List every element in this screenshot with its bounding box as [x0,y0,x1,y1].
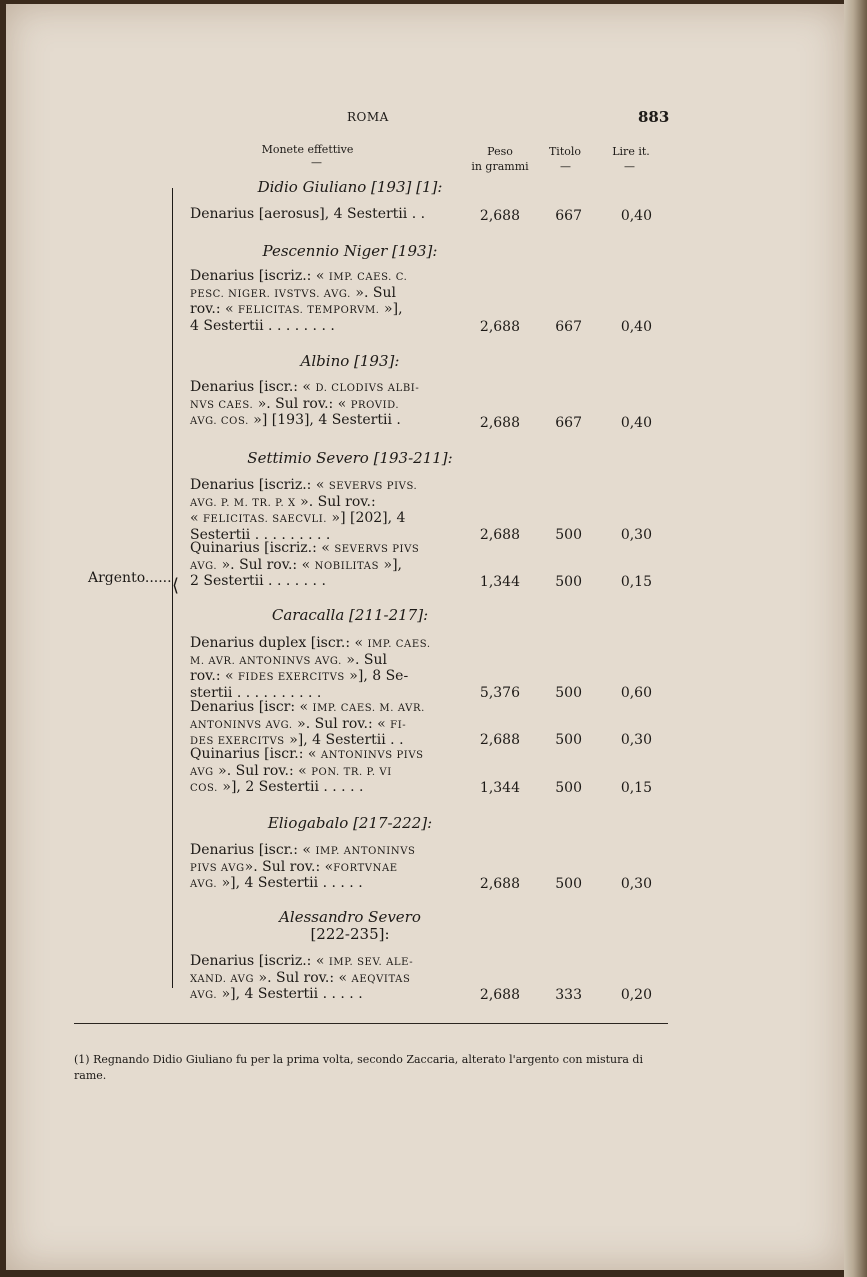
section-title: Eliogabalo [217-222]: [267,814,433,832]
col-peso-header: Peso [487,145,513,158]
lire-value: 0,30 [620,732,652,748]
titolo-value: 333 [555,987,582,1003]
coin-entry: Denarius [iscr.: « IMP. ANTONINVS PIVS AVG». Sul rov.: «FORTVNAE AVG. »], 4 Sestertii . . . . . [190,842,416,891]
titolo-value: 667 [555,208,582,224]
coin-entry: Denarius [iscriz.: « IMP. CAES. C. PESC. NIGER. IVSTVS. AVG. ». Sul rov.: « FELICITAS. TEMPORVM. »], 4 Sestertii . . . . . . . . [190,268,408,334]
page-edge [844,0,867,1277]
peso-value: 2,688 [479,876,520,892]
peso-value: 2,688 [479,987,520,1003]
section-title-years: [222-235]: [310,925,390,943]
lire-value: 0,15 [620,574,652,590]
lire-value: 0,20 [620,987,652,1003]
peso-value: 2,688 [479,415,520,431]
col-lire-dash: — [624,160,635,173]
peso-value: 1,344 [479,780,520,796]
peso-value: 2,688 [479,208,520,224]
col-monete-dash: — [311,156,322,169]
coin-entry: Denarius [iscriz.: « SEVERVS PIVS. AVG. P. M. TR. P. X ». Sul rov.: « FELICITAS. SAECVLI. »] [202], 4 Sestertii . . . . . . . . . [190,477,418,543]
lire-value: 0,30 [620,876,652,892]
running-head: ROMA [347,110,389,124]
lire-value: 0,40 [620,415,652,431]
coin-entry: Quinarius [iscriz.: « SEVERVS PIVS AVG. ». Sul rov.: « NOBILITAS »], 2 Sestertii . . . . . . . [190,540,420,589]
peso-value: 2,688 [479,527,520,543]
section-title: Pescennio Niger [193]: [262,242,438,260]
coin-entry: Denarius [iscr.: « D. CLODIVS ALBI- NVS CAES. ». Sul rov.: « PROVID. AVG. COS. »] [193], 4 Sestertii . [190,379,420,428]
col-titolo-header: Titolo [548,145,582,158]
lire-value: 0,15 [620,780,652,796]
metal-label: Argento...... [88,570,172,586]
lire-value: 0,40 [620,208,652,224]
section-title: Settimio Severo [193-211]: [247,449,453,467]
footnote: (1) Regnando Didio Giuliano fu per la prima volta, secondo Zaccaria, alterato l'argento con mistura di rame. [74,1053,643,1082]
section-title: Albino [193]: [300,352,400,370]
titolo-value: 667 [555,415,582,431]
col-peso-sub: in grammi [471,160,529,173]
coin-entry: Denarius [iscr: « IMP. CAES. M. AVR. ANTONINVS AVG. ». Sul rov.: « FI- DES EXERCITVS »], 4 Sestertii . . [190,699,425,748]
titolo-value: 500 [555,876,582,892]
col-titolo-dash: — [560,160,571,173]
page-number: 883 [638,108,670,126]
peso-value: 5,376 [479,685,520,701]
titolo-value: 500 [555,780,582,796]
coin-entry: Denarius duplex [iscr.: « IMP. CAES. M. AVR. ANTONINVS AVG. ». Sul rov.: « FIDES EXERCITVS »], 8 Se- stertii . . . . . . . . . . [190,635,431,701]
coin-entry: Denarius [aerosus], 4 Sestertii . . [190,206,426,222]
titolo-value: 667 [555,319,582,335]
titolo-value: 500 [555,732,582,748]
section-title: Didio Giuliano [193] [1]: [257,178,443,196]
col-monete-header: Monete effettive [261,143,354,156]
lire-value: 0,30 [620,527,652,543]
peso-value: 1,344 [479,574,520,590]
peso-value: 2,688 [479,732,520,748]
titolo-value: 500 [555,685,582,701]
coin-entry: Quinarius [iscr.: « ANTONINVS PIVS AVG ». Sul rov.: « PON. TR. P. VI COS. »], 2 Sestertii . . . . . [190,746,424,795]
brace-tip: ⟨ [172,575,180,596]
col-lire-header: Lire it. [612,145,650,158]
peso-value: 2,688 [479,319,520,335]
section-title: Alessandro Severo [279,908,421,926]
coin-entry: Denarius [iscriz.: « IMP. SEV. ALE- XAND. AVG ». Sul rov.: « AEQVITAS AVG. »], 4 Sestertii . . . . . [190,953,414,1002]
section-title: Caracalla [211-217]: [271,606,429,624]
footnote-rule [74,1023,668,1024]
lire-value: 0,40 [620,319,652,335]
lire-value: 0,60 [620,685,652,701]
titolo-value: 500 [555,574,582,590]
titolo-value: 500 [555,527,582,543]
